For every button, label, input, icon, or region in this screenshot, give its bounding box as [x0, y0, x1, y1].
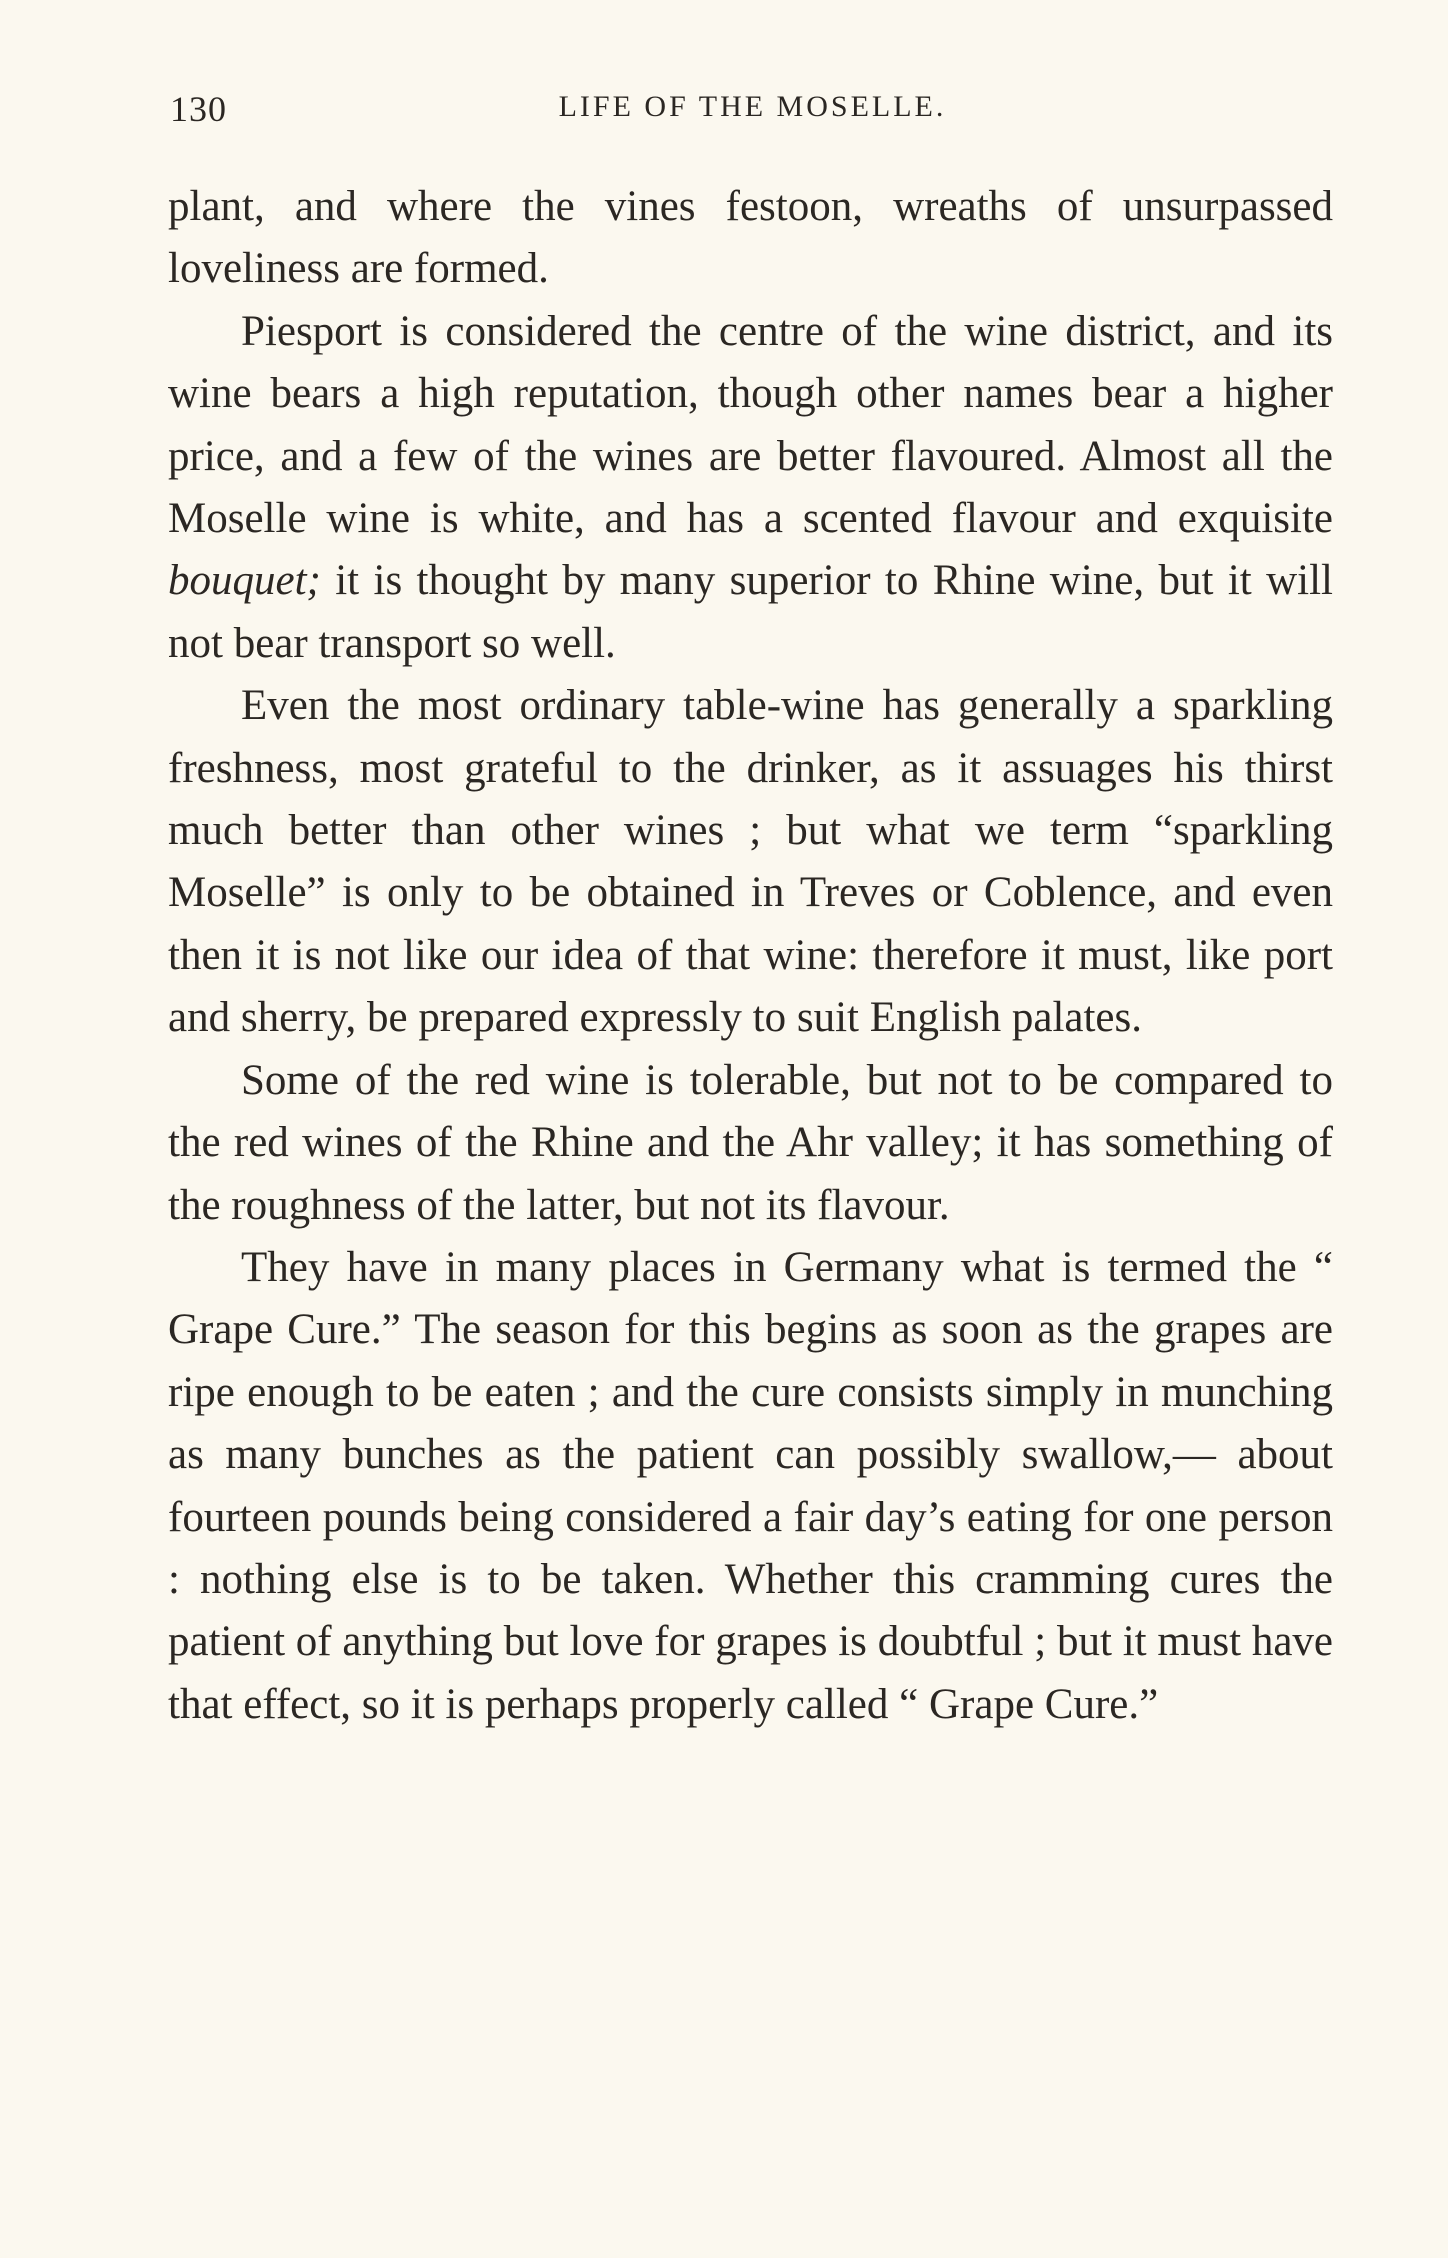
paragraph-continuation	[168, 176, 1333, 301]
paragraph-grape-cure	[168, 1237, 1333, 1736]
paragraph-piesport	[168, 301, 1333, 675]
paragraph-text: They have in many places in Germany what is termed the “ Grape Cure.” The season for this begins as soon as the grapes are ripe enough to be eaten ; and the cure consists simply in munching as many bunches as the patient can possibly swallow,— about fourteen pounds being considered a fair day’s eating for one person : nothing else is to be taken. Whether this cramming cures the patient of anything but love for grapes is doubtful ; but it must have that effect, so it is perhaps properly called “ Grape Cure.”	[168, 1243, 1333, 1728]
page-number: 130	[170, 89, 227, 129]
paragraph-red-wine	[168, 1050, 1333, 1237]
paragraph-text: Even the most ordinary table-wine has generally a sparkling freshness, most grateful to the drinker, as it assuages his thirst much better than other wines ; but what we term “sparkling Moselle” is only to be obtained in Treves or Coblence, and even then it is not like our idea of that wine: therefore it must, like port and sherry, be prepared expressly to suit English palates.	[168, 682, 1333, 1042]
paragraph-text-continued: it is thought by many superior to Rhine wine, but it will not bear transport so well.	[168, 557, 1333, 667]
page-header	[170, 88, 1335, 138]
paragraph-table-wine	[168, 675, 1333, 1049]
paragraph-text: Piesport is considered the centre of the wine district, and its wine bears a high reputation, though other names bear a higher price, and a few of the wines are better flavoured. Almost all the Moselle wine is white, and has a scented flavour and exquisite	[168, 307, 1333, 543]
paragraph-text: Some of the red wine is tolerable, but not to be compared to the red wines of the Rhine and the Ahr valley; it has something of the roughness of the latter, but not its flavour.	[168, 1056, 1333, 1229]
body-text	[168, 176, 1333, 1736]
paragraph-text: plant, and where the vines festoon, wreaths of unsurpassed loveliness are formed.	[168, 183, 1333, 293]
running-title: LIFE OF THE MOSELLE.	[558, 90, 947, 123]
italic-word: bouquet;	[168, 557, 321, 605]
